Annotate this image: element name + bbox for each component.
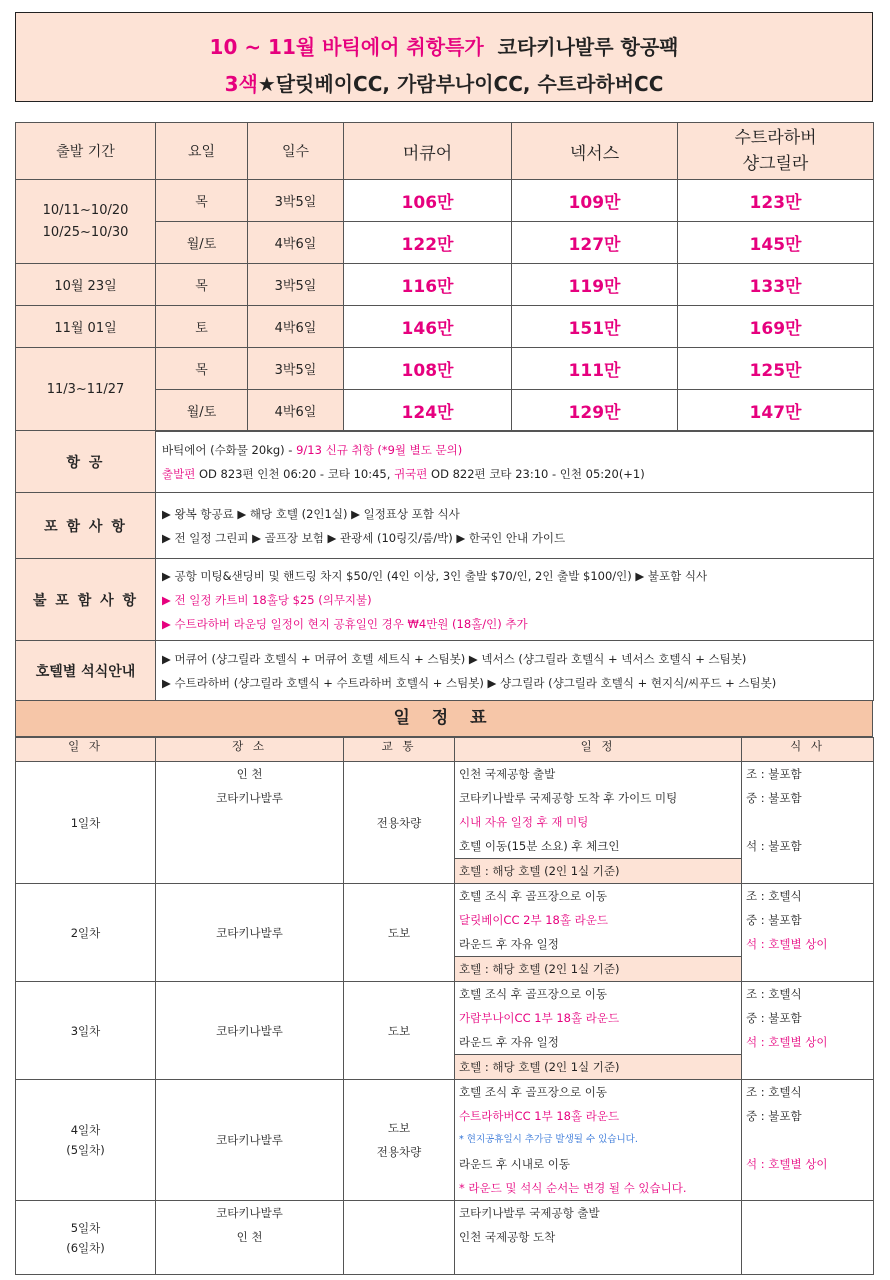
itinerary-line: 가람부나이CC 1부 18홀 라운드	[459, 1011, 620, 1025]
schedule-day-row	[16, 1080, 874, 1201]
itinerary-line: 호텔 조식 후 골프장으로 이동	[459, 987, 607, 1001]
meal-cell	[742, 982, 874, 1080]
nights-cell: 4박6일	[248, 390, 344, 432]
transport-cell: 도보	[344, 982, 455, 1080]
hotel-line: 호텔 : 해당 호텔 (2인 1실 기준)	[455, 858, 741, 883]
excluded-label: 불 포 함 사 항	[16, 559, 156, 641]
flight-line-1	[162, 438, 867, 462]
price-header-row	[16, 123, 874, 180]
transport-cell	[344, 1201, 455, 1275]
day-cell: 목	[156, 180, 248, 222]
period-line1: 10/11~10/20	[42, 202, 129, 218]
price-nexus: 111만	[512, 348, 678, 390]
transport-cell: 도보	[344, 884, 455, 982]
info-table	[15, 430, 874, 701]
day-cell: 월/토	[156, 222, 248, 264]
meal-cell	[742, 884, 874, 982]
nights-cell: 4박6일	[248, 306, 344, 348]
transport-cell	[344, 1080, 455, 1201]
itinerary-line: 라운드 후 자유 일정	[459, 1035, 559, 1049]
place-cell: 코타키나발루	[156, 1080, 344, 1201]
excluded-row	[16, 559, 874, 641]
schedule-title: 일 정 표	[15, 700, 873, 737]
itinerary-cell	[455, 884, 742, 982]
excluded-details	[156, 559, 874, 641]
dinner-row	[16, 641, 874, 701]
itinerary-line: 라운드 후 자유 일정	[459, 937, 559, 951]
schedule-header-row	[16, 738, 874, 762]
header-mercure: 머큐어	[344, 123, 512, 180]
day-label-main: 4일차	[70, 1123, 101, 1137]
itinerary-line: 호텔 이동(15분 소요) 후 체크인	[459, 839, 620, 853]
place-line: 인 천	[236, 1230, 263, 1244]
meal-lunch: 중 : 불포함	[746, 1011, 802, 1025]
itinerary-line: 라운드 후 시내로 이동	[459, 1157, 570, 1171]
schedule-day-row	[16, 1201, 874, 1275]
dinner-details	[156, 641, 874, 701]
day-label: 3일차	[16, 982, 156, 1080]
place-line: 코타키나발루	[216, 791, 283, 805]
included-line-1: ▶ 왕복 항공료 ▶ 해당 호텔 (2인1실) ▶ 일정표상 포함 식사	[162, 506, 460, 521]
meal-dinner: 석 : 불포함	[746, 839, 802, 853]
place-line: 인 천	[236, 767, 263, 781]
period-cell: 11월 01일	[16, 306, 156, 348]
meal-breakfast: 조 : 호텔식	[746, 1085, 802, 1099]
header-day: 요일	[156, 123, 248, 180]
place-cell: 코타키나발루	[156, 982, 344, 1080]
order-change-note: * 라운드 및 석식 순서는 변경 될 수 있습니다.	[459, 1181, 687, 1195]
itinerary-line: 호텔 조식 후 골프장으로 이동	[459, 1085, 607, 1099]
hotel-line: 호텔 : 해당 호텔 (2인 1실 기준)	[455, 1054, 741, 1079]
price-mercure: 106만	[344, 180, 512, 222]
period-cell: 11/3~11/27	[16, 348, 156, 432]
meal-lunch: 중 : 불포함	[746, 1109, 802, 1123]
nights-cell: 3박5일	[248, 348, 344, 390]
excluded-line-3: ▶ 수트라하버 라운딩 일정이 현지 공휴일인 경우 ₩4만원 (18홀/인) 추가	[162, 616, 528, 631]
day-label-main: 5일차	[70, 1220, 101, 1235]
price-nexus: 129만	[512, 390, 678, 432]
itinerary-line: 시내 자유 일정 후 재 미팅	[459, 815, 589, 829]
price-sutera: 133만	[678, 264, 874, 306]
excluded-line-1: ▶ 공항 미팅&샌딩비 및 핸드링 차지 $50/인 (4인 이상, 3인 출발 $70/인, 2인 출발 $100/인) ▶ 불포함 식사	[162, 568, 708, 583]
place-cell	[156, 1201, 344, 1275]
day-cell: 목	[156, 348, 248, 390]
itinerary-line: 코타키나발루 국제공항 출발	[459, 1206, 600, 1220]
meal-cell	[742, 1201, 874, 1275]
price-mercure: 122만	[344, 222, 512, 264]
place-cell	[156, 762, 344, 884]
meal-breakfast: 조 : 호텔식	[746, 889, 802, 903]
flight-label: 항 공	[16, 431, 156, 493]
dinner-label: 호텔별 석식안내	[16, 641, 156, 701]
meal-breakfast: 조 : 호텔식	[746, 987, 802, 1001]
price-nexus: 119만	[512, 264, 678, 306]
day-cell: 목	[156, 264, 248, 306]
header-nexus: 넥서스	[512, 123, 678, 180]
meal-cell	[742, 762, 874, 884]
schedule-day-row	[16, 982, 874, 1080]
header-date: 일 자	[16, 738, 156, 762]
period-cell	[16, 180, 156, 264]
place-line: 코타키나발루	[216, 1206, 283, 1220]
day-cell: 월/토	[156, 390, 248, 432]
day-label-alt: (5일차)	[66, 1143, 105, 1157]
included-details	[156, 493, 874, 559]
price-mercure: 146만	[344, 306, 512, 348]
nights-cell: 3박5일	[248, 180, 344, 222]
meal-lunch: 중 : 불포함	[746, 791, 802, 805]
transport-line: 전용차량	[376, 1145, 422, 1159]
nights-cell: 4박6일	[248, 222, 344, 264]
holiday-note: * 현지공휴일시 추가금 발생될 수 있습니다.	[459, 1134, 638, 1145]
header-transport: 교 통	[344, 738, 455, 762]
meal-cell	[742, 1080, 874, 1201]
price-row	[16, 348, 874, 390]
price-nexus: 127만	[512, 222, 678, 264]
title-courses: ★달릿베이CC, 가람부나이CC, 수트라하버CC	[257, 72, 664, 96]
schedule-table	[15, 737, 874, 1275]
return-label: 귀국편	[394, 466, 428, 481]
title-line-1	[16, 31, 872, 60]
day-cell: 토	[156, 306, 248, 348]
period-cell: 10월 23일	[16, 264, 156, 306]
price-mercure: 108만	[344, 348, 512, 390]
header-sutera-line1: 수트라하버	[734, 128, 817, 148]
flight-airline: 바틱에어 (수화물 20kg) -	[162, 442, 297, 457]
price-mercure: 124만	[344, 390, 512, 432]
price-sutera: 125만	[678, 348, 874, 390]
price-sutera: 123만	[678, 180, 874, 222]
itinerary-line: 달릿베이CC 2부 18홀 라운드	[459, 913, 608, 927]
price-nexus: 151만	[512, 306, 678, 348]
day-label-alt: (6일차)	[66, 1240, 105, 1255]
title-line-2	[16, 68, 872, 97]
flight-row	[16, 431, 874, 493]
header-sutera	[678, 123, 874, 180]
included-line-2: ▶ 전 일정 그린피 ▶ 골프장 보험 ▶ 관광세 (10링깃/룸/박) ▶ 한국인 안내 가이드	[162, 530, 566, 545]
header-itinerary: 일 정	[455, 738, 742, 762]
itinerary-cell	[455, 762, 742, 884]
itinerary-cell	[455, 982, 742, 1080]
schedule-day-row	[16, 762, 874, 884]
meal-dinner: 석 : 호텔별 상이	[746, 1157, 828, 1171]
dinner-line-1: ▶ 머큐어 (샹그릴라 호텔식 + 머큐어 호텔 세트식 + 스팀봇) ▶ 넥서스 (샹그릴라 호텔식 + 넥서스 호텔식 + 스팀봇)	[162, 651, 747, 666]
day-label: 1일차	[16, 762, 156, 884]
included-label: 포 함 사 항	[16, 493, 156, 559]
itinerary-line: 인천 국제공항 출발	[459, 767, 556, 781]
price-nexus: 109만	[512, 180, 678, 222]
price-sutera: 169만	[678, 306, 874, 348]
day-label: 2일차	[16, 884, 156, 982]
meal-dinner: 석 : 호텔별 상이	[746, 937, 828, 951]
departure-label: 출발편	[162, 466, 196, 481]
meal-dinner: 석 : 호텔별 상이	[746, 1035, 828, 1049]
place-cell: 코타키나발루	[156, 884, 344, 982]
hotel-line: 호텔 : 해당 호텔 (2인 1실 기준)	[455, 956, 741, 981]
price-row	[16, 264, 874, 306]
meal-lunch: 중 : 불포함	[746, 913, 802, 927]
return-flight: OD 822편 코타 23:10 - 인천 05:20(+1)	[427, 466, 645, 481]
nights-cell: 3박5일	[248, 264, 344, 306]
price-sutera: 145만	[678, 222, 874, 264]
itinerary-line: 코타키나발루 국제공항 도착 후 가이드 미팅	[459, 791, 678, 805]
price-sutera: 147만	[678, 390, 874, 432]
title-product: 코타키나발루 항공팩	[497, 35, 679, 59]
price-row	[16, 180, 874, 222]
flight-new-route: 9/13 신규 취항 (*9월 별도 문의)	[296, 442, 463, 457]
title-three-color: 3색	[224, 72, 258, 96]
day-label	[16, 1201, 156, 1275]
flight-line-2	[162, 462, 867, 486]
title-promo: 10 ~ 11월 바틱에어 취항특가	[209, 35, 484, 59]
included-row	[16, 493, 874, 559]
flight-details	[156, 431, 874, 493]
day-label	[16, 1080, 156, 1201]
itinerary-line: 수트라하버CC 1부 18홀 라운드	[459, 1109, 620, 1123]
schedule-day-row	[16, 884, 874, 982]
title-banner	[15, 12, 873, 102]
itinerary-line: 호텔 조식 후 골프장으로 이동	[459, 889, 607, 903]
meal-breakfast: 조 : 불포함	[746, 767, 802, 781]
transport-cell: 전용차량	[344, 762, 455, 884]
transport-line: 도보	[387, 1121, 411, 1135]
dinner-line-2: ▶ 수트라하버 (샹그릴라 호텔식 + 수트라하버 호텔식 + 스팀봇) ▶ 샹그릴라 (샹그릴라 호텔식 + 현지식/씨푸드 + 스팀봇)	[162, 675, 777, 690]
itinerary-cell	[455, 1080, 742, 1201]
period-line2: 10/25~10/30	[42, 224, 129, 240]
price-mercure: 116만	[344, 264, 512, 306]
header-period: 출발 기간	[16, 123, 156, 180]
header-nights: 일수	[248, 123, 344, 180]
itinerary-line: 인천 국제공항 도착	[459, 1230, 556, 1244]
departure-flight: OD 823편 인천 06:20 - 코타 10:45,	[195, 466, 395, 481]
excluded-line-2: ▶ 전 일정 카트비 18홀당 $25 (의무지불)	[162, 592, 372, 607]
header-sutera-line2: 샹그릴라	[742, 154, 809, 174]
price-table	[15, 122, 874, 432]
header-place: 장 소	[156, 738, 344, 762]
itinerary-cell	[455, 1201, 742, 1275]
price-row	[16, 306, 874, 348]
header-meal: 식 사	[742, 738, 874, 762]
